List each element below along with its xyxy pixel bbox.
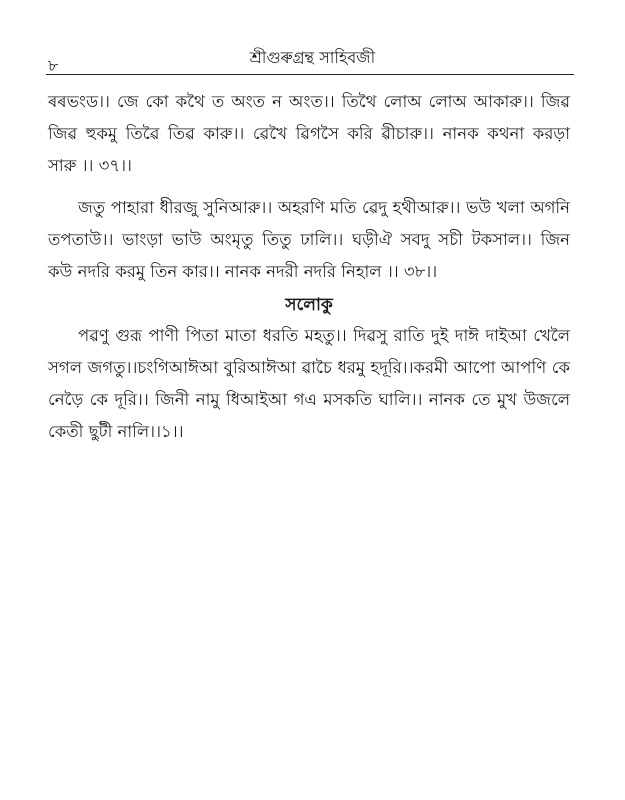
text-line: পৱণু গুরূ পাণী পিতা মাতা ধরতি মহতু।। দিৱসু রাতি দুই দাঈ দাইআ খেলৈ [78, 326, 570, 345]
paragraph-salok [48, 320, 570, 448]
paragraph-gap [48, 182, 570, 192]
paragraph-stanza-37 [48, 86, 570, 182]
paragraph-stanza-38 [48, 192, 570, 288]
text-line: সারু ।। ৩৭।। [48, 156, 132, 175]
section-heading: সলোকু [285, 295, 333, 315]
text-line: নেড়ৈ কে দূরি।। জিনী নামু ধিআইআ গএ মসকতি ঘালি।। নানক তে মুখ উজলে [48, 390, 570, 409]
text-line: জতু পাহারা ধীরজু সুনিআরু।। অহরণি মতি ৱেদু হথীআরু।। ভউ খলা অগনি [78, 198, 570, 217]
text-line: কেতী ছুটী নালি।।১।। [48, 422, 184, 441]
text-line: সগল জগতু।।চংগিআঈআ বুরিআঈআ ৱাচৈ ধরমু হদূরি।।করমী আপো আপণি কে [48, 358, 570, 377]
header-rule [46, 74, 574, 75]
page-number: ৮ [48, 56, 59, 75]
running-header-title: শ্ৰীগুৰুগ্ৰন্থ সাহিবজী [249, 48, 376, 67]
text-line: কউ নদরি করমু তিন কার।। নানক নদরী নদরি নিহাল ।। ৩৮।। [48, 262, 438, 281]
text-line: ৰৰভংড।। জে কো কথৈ ত অংত ন অংত।। তিথৈ লোঅ লোঅ আকারু।। জিৱ [48, 92, 570, 111]
text-line: জিৱ হুকমু তিৱৈ তিৱ কারু।। ৱেখৈ ৱিগসৈ করি ৱীচারু।। নানক কথনা করড়া [48, 124, 570, 143]
text-line: তপতাউ।। ভাংড়া ভাউ অংমৃতু তিতু ঢালি।। ঘড়ীঐ সবদু সচী টকসাল।। জিন [48, 230, 570, 249]
body-text [48, 86, 570, 448]
